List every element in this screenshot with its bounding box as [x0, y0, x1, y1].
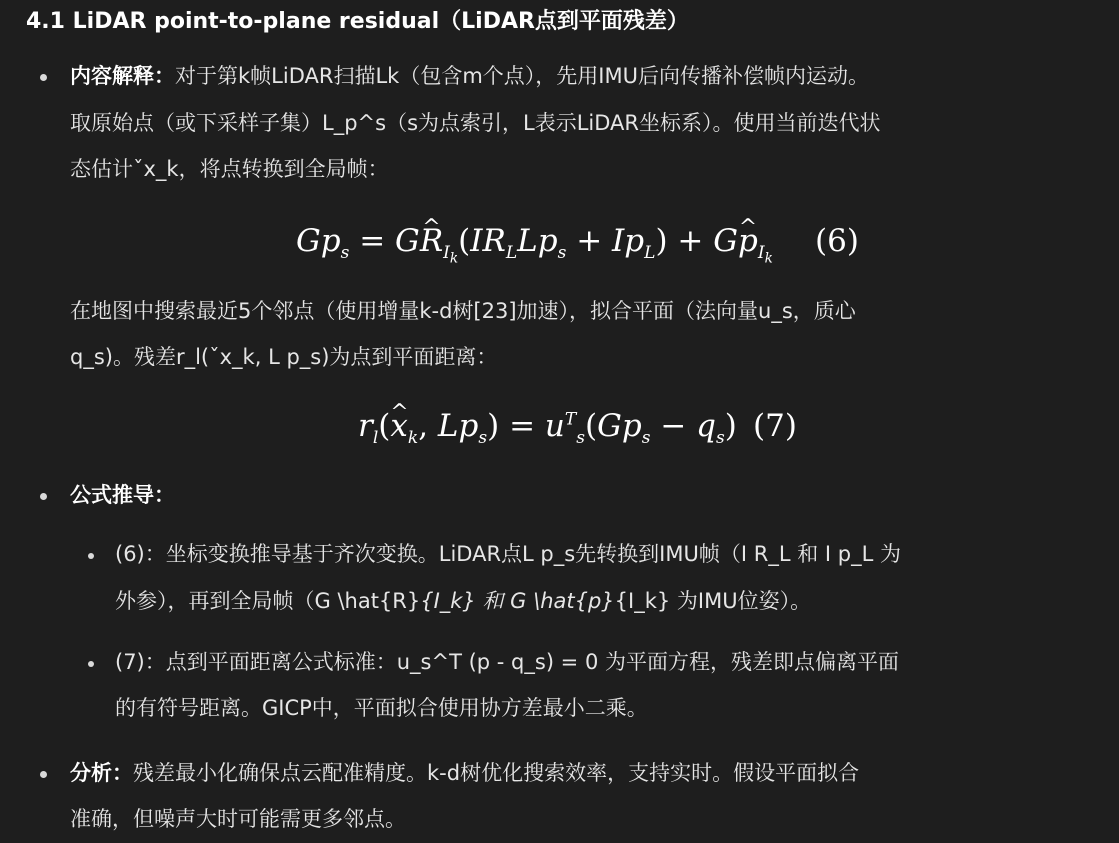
analysis-line-1 [70, 762, 859, 785]
equation-7: $r_l(\^{}$ $x_k$, $Lp_s) = u^T_s(Gp_s - q_s)$ [358, 411, 737, 447]
derivation-label: 公式推导 [70, 483, 154, 507]
derivation-colon: ： [154, 483, 175, 507]
explain-line-4: 在地图中搜索最近5个邻点（使用增量k-d树[23]加速），拟合平面（法向量u_s，质心 [70, 299, 856, 323]
section-heading: 4.1 LiDAR point-to-plane residual（LiDAR点到平面残差） [26, 9, 689, 34]
bullet-dot [40, 771, 47, 778]
analysis-colon: ： [112, 761, 133, 785]
explain-line-2: 取原始点（或下采样子集）L_p^s（s为点索引，L表示LiDAR坐标系）。使用当前迭代状 [70, 111, 881, 135]
explain-colon: ： [154, 64, 175, 88]
explain-line-1 [70, 65, 869, 88]
analysis-text-1: 残差最小化确保点云配准精度。k-d树优化搜索效率，支持实时。假设平面拟合 [133, 761, 860, 785]
sub-bullet-dot [88, 553, 94, 559]
equation-6-number: (6) [815, 223, 859, 259]
explain-line-5: q_s)。残差r_l(ˇx_k, L p_s)为点到平面距离： [70, 345, 498, 369]
equation-7-number: (7) [753, 408, 797, 444]
equation-6: $Gp_s$ = G^ $R_{I_k}(IR_LLp_s + Ip_L)$ + G^ $p_{I_k}$ [296, 226, 773, 266]
item6-line-2: 外参），再到全局帧（G \hat{R}{I_k} 和 G \hat{p}{I_k} 为IMU位姿）。 [115, 589, 812, 613]
analysis-label: 分析 [70, 761, 112, 785]
derivation-line [70, 484, 175, 507]
explain-label: 内容解释 [70, 64, 154, 88]
item7-line-2: 的有符号距离。GICP中，平面拟合使用协方差最小二乘。 [115, 696, 648, 720]
analysis-line-2: 准确，但噪声大时可能需更多邻点。 [70, 807, 406, 831]
explain-text-1: 对于第k帧LiDAR扫描Lk（包含m个点），先用IMU后向传播补偿帧内运动。 [175, 64, 869, 88]
sub-bullet-dot [88, 661, 94, 667]
item6-line-1: (6)：坐标变换推导基于齐次变换。LiDAR点L p_s先转换到IMU帧（I R_L 和 I p_L 为 [115, 542, 901, 566]
bullet-dot [40, 493, 47, 500]
item7-line-1: (7)：点到平面距离公式标准：u_s^T (p - q_s) = 0 为平面方程，残差即点偏离平面 [115, 650, 899, 674]
bullet-dot [40, 74, 47, 81]
explain-line-3: 态估计ˇx_k，将点转换到全局帧： [70, 157, 389, 181]
